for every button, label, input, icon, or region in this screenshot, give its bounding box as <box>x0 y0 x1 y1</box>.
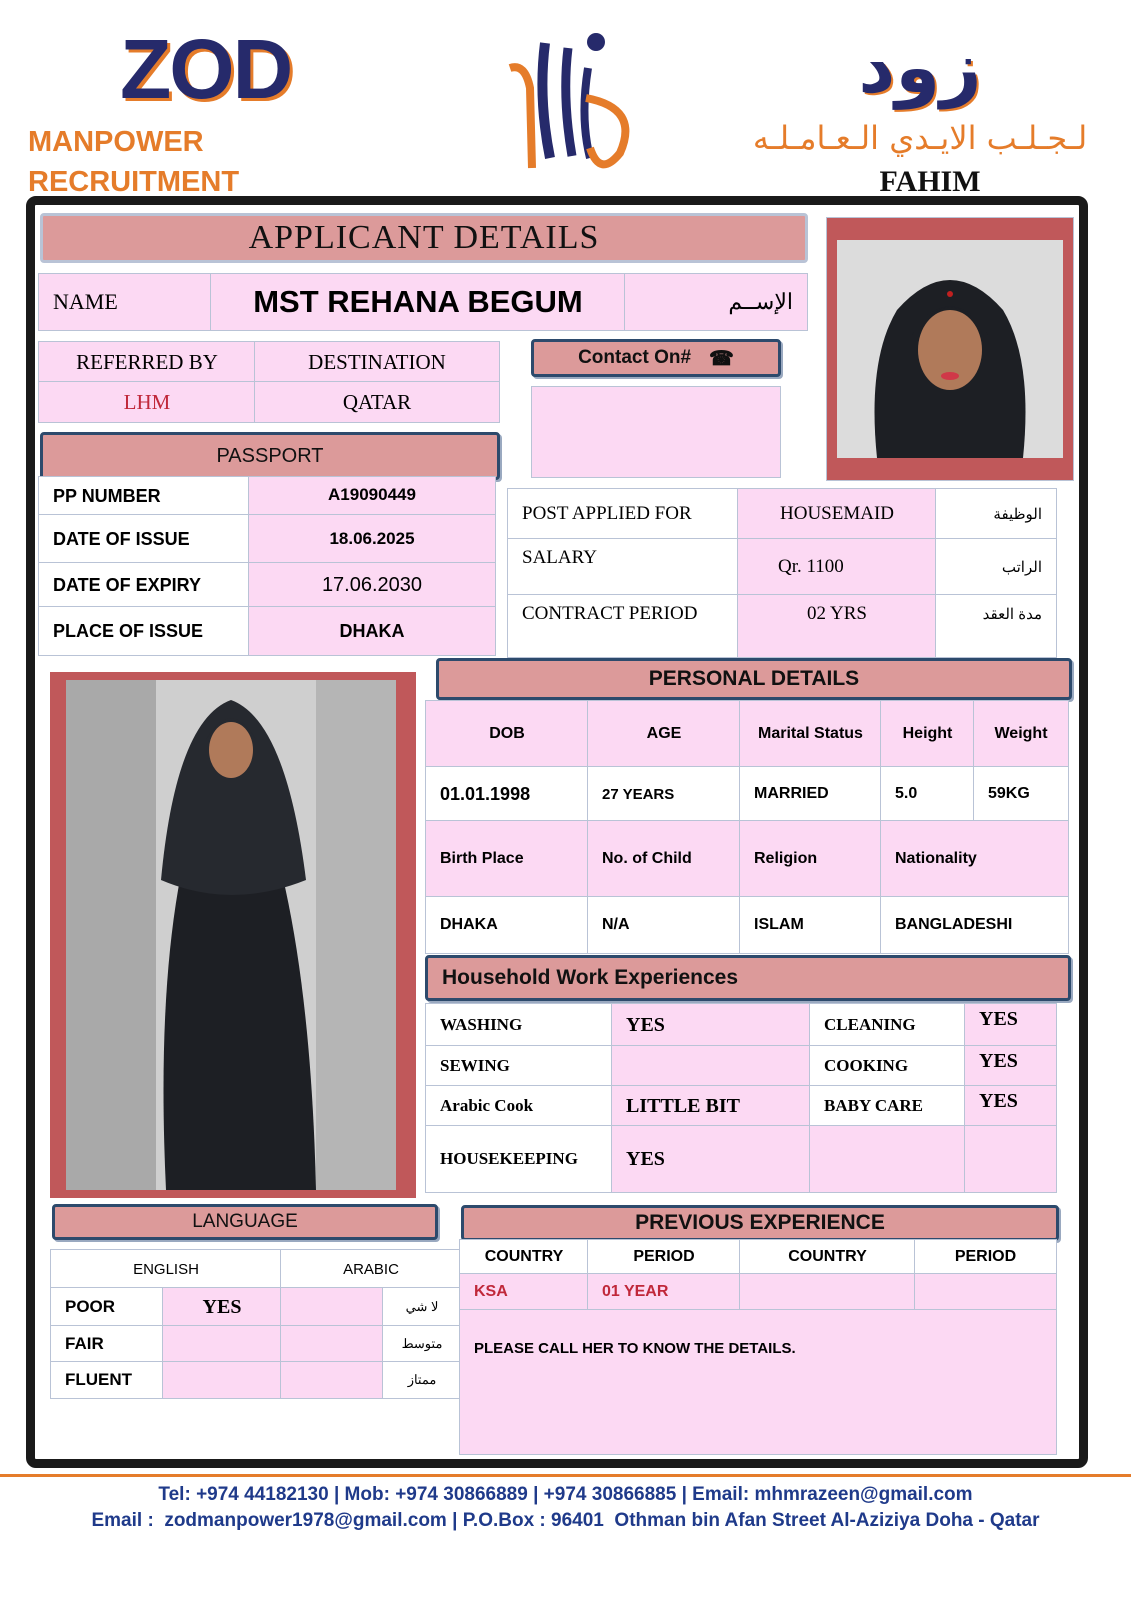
date-of-expiry-value: 17.06.2030 <box>248 562 496 608</box>
date-of-expiry-label: DATE OF EXPIRY <box>38 562 250 608</box>
lang-english-fair <box>162 1325 282 1363</box>
lang-arabic-fair <box>280 1325 384 1363</box>
hh-task-cooking: COOKING <box>809 1045 966 1087</box>
hh-value-cleaning: YES <box>964 1003 1057 1047</box>
hh-task-housekeeping: HOUSEKEEPING <box>425 1125 613 1193</box>
lang-col-english: ENGLISH <box>50 1249 282 1289</box>
hh-task-arabic-cook: Arabic Cook <box>425 1085 613 1127</box>
prev-country-1: KSA <box>459 1273 589 1311</box>
hh-task-sewing: SEWING <box>425 1045 613 1087</box>
pp-number-value: A19090449 <box>248 476 496 516</box>
place-of-issue-value: DHAKA <box>248 606 496 656</box>
lang-arabic-fluent <box>280 1361 384 1399</box>
prev-header-period-2: PERIOD <box>914 1239 1057 1275</box>
footer-line-1: Tel: +974 44182130 | Mob: +974 30866889 | +974 30866885 | Email: mhmrazeen@gmail.com <box>158 1484 973 1505</box>
pd-value-religion: ISLAM <box>739 896 882 954</box>
arabic-subtitle: لـجـلـب الايـدي الـعـامـلـه <box>752 119 1088 157</box>
post-applied-value: HOUSEMAID <box>737 488 937 540</box>
hh-value-washing: YES <box>611 1003 811 1047</box>
post-applied-label: POST APPLIED FOR <box>507 488 739 540</box>
pd-header-dob: DOB <box>425 700 589 768</box>
lang-level-fair-arabic: متوسط <box>382 1325 462 1363</box>
hh-value-arabic-cook: LITTLE BIT <box>611 1085 811 1127</box>
contract-period-value: 02 YRS <box>737 594 937 658</box>
agent-name: FAHIM <box>879 165 981 198</box>
pd-header-children: No. of Child <box>587 820 741 898</box>
pd-header-marital: Marital Status <box>739 700 882 768</box>
name-label-arabic: الإســم <box>624 273 808 331</box>
lang-english-poor: YES <box>162 1287 282 1327</box>
pd-value-age: 27 YEARS <box>587 766 741 822</box>
applicant-full-photo <box>50 672 416 1198</box>
date-of-issue-value: 18.06.2025 <box>248 514 496 564</box>
hh-value-empty <box>964 1125 1057 1193</box>
salary-label-arabic: الراتب <box>935 538 1057 596</box>
hh-task-empty <box>809 1125 966 1193</box>
brand-subtitle: MANPOWER RECRUITMENT <box>28 126 240 198</box>
prev-period-1: 01 YEAR <box>587 1273 741 1311</box>
lang-level-poor: POOR <box>50 1287 164 1327</box>
household-header: Household Work Experiences <box>425 955 1071 1001</box>
prev-header-country-2: COUNTRY <box>739 1239 916 1275</box>
language-header: LANGUAGE <box>52 1204 438 1240</box>
pd-value-nationality: BANGLADESHI <box>880 896 1069 954</box>
footer-divider <box>0 1474 1131 1477</box>
lang-level-fluent-arabic: ممتاز <box>382 1361 462 1399</box>
prev-experience-note: PLEASE CALL HER TO KNOW THE DETAILS. <box>459 1309 1057 1455</box>
contract-period-label-arabic: مدة العقد <box>935 594 1057 658</box>
lang-english-fluent <box>162 1361 282 1399</box>
contract-period-label: CONTRACT PERIOD <box>507 594 739 658</box>
contact-header <box>531 339 781 377</box>
referred-by-label: REFERRED BY <box>38 341 256 383</box>
hh-value-sewing <box>611 1045 811 1087</box>
prev-header-period-1: PERIOD <box>587 1239 741 1275</box>
pd-header-religion: Religion <box>739 820 882 898</box>
lang-level-poor-arabic: لا شي <box>382 1287 462 1327</box>
pd-value-birth-place: DHAKA <box>425 896 589 954</box>
footer-line-2: Email : zodmanpower1978@gmail.com | P.O.Box : 96401 Othman bin Afan Street Al-Aziziya Doha - Qatar <box>91 1510 1040 1531</box>
destination-value: QATAR <box>254 381 500 423</box>
pd-header-height: Height <box>880 700 975 768</box>
applicant-details-header: APPLICANT DETAILS <box>40 213 808 263</box>
contact-label: Contact On# <box>578 347 692 368</box>
previous-experience-header: PREVIOUS EXPERIENCE <box>461 1205 1059 1241</box>
applicant-name: MST REHANA BEGUM <box>210 273 626 331</box>
lang-arabic-poor <box>280 1287 384 1327</box>
post-applied-label-arabic: الوظيفة <box>935 488 1057 540</box>
salary-value: Qr. 1100 <box>737 538 937 596</box>
prev-header-country-1: COUNTRY <box>459 1239 589 1275</box>
brand-logo-text: ZOD <box>120 22 292 116</box>
personal-details-header: PERSONAL DETAILS <box>436 658 1072 700</box>
referred-by-value: LHM <box>38 381 256 423</box>
pd-header-weight: Weight <box>973 700 1069 768</box>
pd-header-nationality: Nationality <box>880 820 1069 898</box>
phone-icon: ☎ <box>709 347 734 370</box>
prev-period-2 <box>914 1273 1057 1311</box>
lang-level-fluent: FLUENT <box>50 1361 164 1399</box>
pd-value-marital: MARRIED <box>739 766 882 822</box>
pp-number-label: PP NUMBER <box>38 476 250 516</box>
prev-country-2 <box>739 1273 916 1311</box>
pd-value-weight: 59KG <box>973 766 1069 822</box>
destination-label: DESTINATION <box>254 341 500 383</box>
pd-header-age: AGE <box>587 700 741 768</box>
lang-level-fair: FAIR <box>50 1325 164 1363</box>
pd-value-height: 5.0 <box>880 766 975 822</box>
applicant-portrait-photo <box>826 217 1074 481</box>
hh-value-housekeeping: YES <box>611 1125 811 1193</box>
pd-value-dob: 01.01.1998 <box>425 766 589 822</box>
passport-header: PASSPORT <box>40 432 500 480</box>
arabic-brand: زود <box>858 25 982 109</box>
lang-col-arabic: ARABIC <box>280 1249 462 1289</box>
hh-value-baby-care: YES <box>964 1085 1057 1127</box>
name-label: NAME <box>38 273 212 331</box>
contact-value[interactable] <box>531 386 781 478</box>
pd-header-birth-place: Birth Place <box>425 820 589 898</box>
hh-task-washing: WASHING <box>425 1003 613 1047</box>
salary-label: SALARY <box>507 538 739 596</box>
pd-value-children: N/A <box>587 896 741 954</box>
brand-emblem <box>490 28 650 178</box>
place-of-issue-label: PLACE OF ISSUE <box>38 606 250 656</box>
hh-task-baby-care: BABY CARE <box>809 1085 966 1127</box>
hh-task-cleaning: CLEANING <box>809 1003 966 1047</box>
hh-value-cooking: YES <box>964 1045 1057 1087</box>
date-of-issue-label: DATE OF ISSUE <box>38 514 250 564</box>
